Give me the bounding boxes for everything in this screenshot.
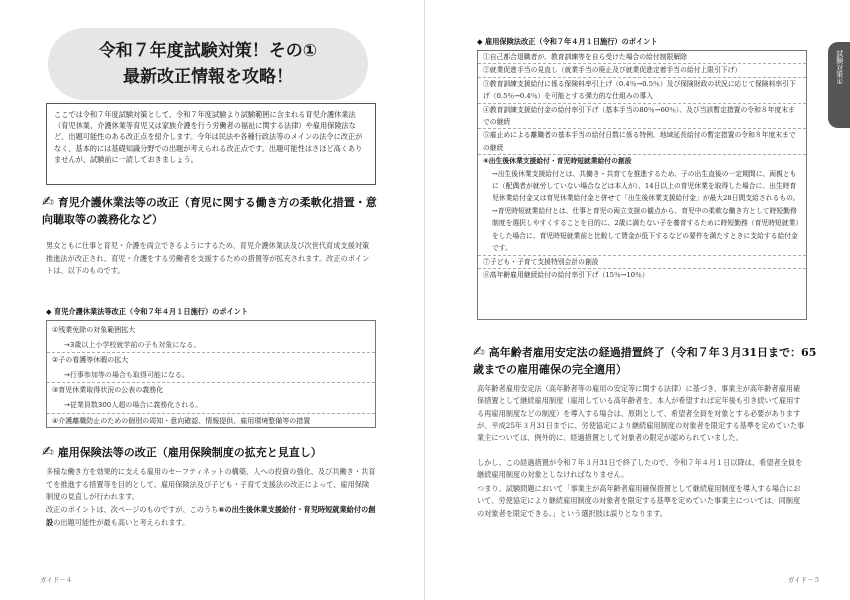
right-page — [425, 0, 850, 600]
employment-paragraph-2-c: の出題可能性が最も高いと考えられます。 — [53, 517, 190, 527]
intro-box — [46, 103, 376, 185]
page-number-left: ガイド－４ — [40, 576, 73, 584]
section-heading-childcare-text: 育児介護休業法等の改正（育児に関する働き方の柔軟化措置・意向聴取等の義務化など） — [42, 196, 377, 226]
employment-point-6-detail-2: →育児時短就業給付とは、仕事と育児の両立支援の観点から、育児中の柔軟な働き方として時短勤務制度を選択しやすくすることを目的に、2歳に満たない子を養育するために時短勤務（育児時短就業）をした場合に、育児時短就業前と比較して賃金が低下するなどの要件を満たすときに支給する給付金です。 — [492, 206, 799, 253]
section-heading-childcare — [42, 194, 387, 228]
employment-law-points-box — [477, 50, 807, 320]
title-line1: 令和７年度試験対策！その① — [98, 41, 318, 61]
childcare-point-1-note: →3歳以上小学校就学前の子も対象になる。 — [64, 340, 201, 349]
childcare-point-1: ①残業免除の対象範囲拡大 — [52, 326, 136, 334]
section-heading-elderly — [473, 344, 818, 378]
section-heading-employment-text: 雇用保険法等の改正（雇用保険制度の拡充と見直し） — [57, 446, 322, 459]
employment-paragraph-2-bold: ⑥の出生後休業支援給付・育児時短就業給付の創設 — [46, 505, 376, 527]
employment-law-points-heading: ◆ 雇用保険法改正（令和７年４月１日施行）のポイント — [477, 37, 658, 46]
title-banner — [48, 28, 368, 100]
employment-point-8: ⑧高年齢雇用継続給付の給付率引下げ（15％→10％） — [478, 268, 806, 281]
section-heading-elderly-text: 高年齢者雇用安定法の経過措置終了（令和７年３月31日まで：65歳までの雇用確保の完全適用） — [473, 346, 817, 376]
employment-paragraph-1: 多様な働き方を効果的に支える雇用のセーフティネットの構築、人への投資の強化、及び共働き・共育てを推進する措置等を目的として、雇用保険法及び子ども・子育て支援法の改正によって、雇用保険制度の見直しが行われます。 — [46, 467, 376, 501]
chapter-tab — [828, 42, 850, 128]
childcare-paragraph: 男女ともに仕事と育児・介護を両立できるようにするため、育児介護休業法及び次世代育成支援対策推進法が改正され、育児・介護をする労働者を支援するための措置等が拡充されます。改正のポイントは、以下のものです。 — [46, 241, 370, 275]
employment-point-6-title: ⑥出生後休業支援給付・育児時短就業給付の創設 — [483, 157, 632, 166]
employment-point-3: ③教育訓練支援給付に係る保険料率引上げ（0.4％→0.5％）及び保険財政の状況に応じて保険料率引下げ（0.5％→0.4％）を可能とする弾力的な仕組みの導入 — [478, 77, 806, 103]
employment-point-1: ①自己都合退職者が、教育訓練等を自ら受けた場合の給付制限解除 — [483, 53, 687, 61]
employment-paragraph-2-a: 改正のポイントは、次ページのものですが、このうち — [46, 505, 219, 514]
title-line2: 最新改正情報を攻略！ — [123, 67, 293, 87]
childcare-points-box — [46, 320, 376, 428]
employment-point-5: ⑤雇止めによる離職者の基本手当の給付日数に係る特例、地域延長給付の暫定措置の令和８年度末までの継続 — [478, 128, 806, 154]
elderly-paragraph-1: 高年齢者雇用安定法（高年齢者等の雇用の安定等に関する法律）に基づき、事業主が高年齢者雇用確保措置として継続雇用制度（雇用している高年齢者を、本人が希望すれば定年後も引き続いて雇用する再雇用制度などの制度）を導入する場合は、原則として、希望者全員を対象とする必要がありますが、平成25年３月31日までに、労使協定により継続雇用制度の対象者を限定する基準を定めていた事業主については、例外的に、経過措置として対象者の限定が認められていました。 — [477, 384, 805, 443]
pencil-hand-icon: ✍ — [473, 344, 485, 360]
pencil-hand-icon: ✍ — [42, 444, 54, 460]
employment-point-6 — [478, 154, 806, 167]
elderly-paragraph-2: しかし、この経過措置が令和７年３月31日で終了したので、令和７年４月１日以降は、希望者全員を継続雇用制度の対象としなければなりません。 — [477, 458, 803, 480]
intro-text: ここでは令和７年度試験対策として、令和７年度試験より試験範囲に含まれる育児介護休業法（育児休業、介護休業等育児又は家族介護を行う労働者の福祉に関する法律）や雇用保険法など、出題可能性のある改正点を紹介します。今年は民法や各種行政法等のメインの法令に改正がなく、基本的には基礎知識分野での出題が考えられる改正点です。出題可能性はさほど高くありませんが、試験前に一読しておきましょう。 — [54, 110, 363, 164]
employment-point-4: ④教育訓練支援給付金の給付率引下げ（基本手当の80％→60％）、及び当該暫定措置の令和８年度末までの継続 — [478, 103, 806, 129]
childcare-point-2: ②子の看護等休暇の拡大 — [47, 352, 375, 368]
pencil-hand-icon: ✍ — [42, 194, 54, 210]
employment-paragraph-2 — [46, 504, 376, 529]
employment-point-2: ②就業促進手当の見直し（就業手当の廃止及び就業促進定着手当の給付上限引下げ） — [478, 63, 806, 76]
elderly-paragraph-3: つまり、試験問題において「事業主が高年齢者雇用確保措置として継続雇用制度を導入する場合において、労使協定により継続雇用制度の対象者を限定する基準を定めていた事業主については、同制度の対象者を限定できる。」という選択肢は誤りとなります。 — [477, 484, 801, 518]
employment-point-7: ⑦子ども・子育て支援特別会計の創設 — [478, 255, 806, 268]
childcare-points-heading: ◆ 育児介護休業法等改正（令和７年４月１日施行）のポイント — [46, 307, 249, 316]
childcare-point-3: ③育児休業取得状況の公表の義務化 — [47, 382, 375, 398]
chapter-tab-label: 試験対策① — [835, 50, 844, 86]
childcare-point-2-note: →行事参加等の場合も取得可能になる。 — [64, 370, 189, 379]
employment-point-6-detail-1: →出生後休業支援給付とは、共働き・共育てを推進するため、子の出生直後の一定期間に、両親ともに（配偶者が就労していない場合などは本人が）、14日以上の育児休業を取得した場合に、出生時育児休業給付金又は育児休業給付金と併せて「出生後休業支援給付金」が最大28日間支給されるもの。 — [492, 169, 800, 203]
section-heading-employment — [42, 444, 387, 461]
childcare-point-3-note: →従業員数300人超の場合に義務化される。 — [64, 400, 203, 409]
childcare-point-4: ④介護離職防止のための個別の周知・意向確認、情報提供、雇用環境整備等の措置 — [47, 413, 375, 429]
page-number-right: ガイド－５ — [787, 576, 820, 584]
